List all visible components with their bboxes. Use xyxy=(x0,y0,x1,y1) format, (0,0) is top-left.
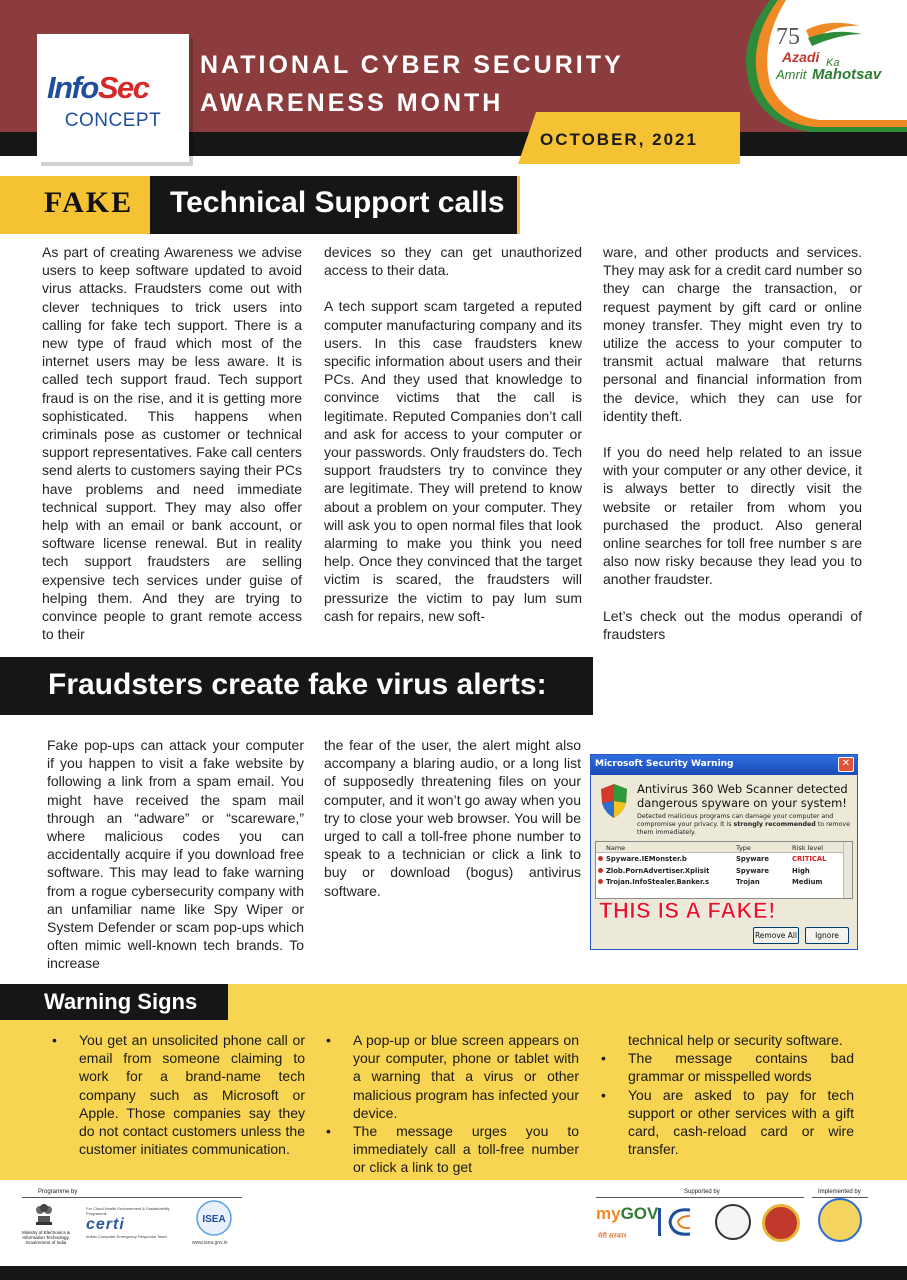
infosec-logo xyxy=(37,34,189,162)
warning-item: • You get an unsolicited phone call or email from someone claiming to work for a brand-name tech company such as Microsoft or Apple. Those companies say they do not contact customers unless the customer initiates communication. xyxy=(52,1031,305,1158)
national-emblem-icon xyxy=(32,1200,56,1228)
article-column-3 xyxy=(603,243,862,661)
ic-logo xyxy=(656,1202,706,1242)
fake-tag: FAKE xyxy=(44,186,134,219)
svg-text:Azadi: Azadi xyxy=(782,49,820,65)
article-column-1 xyxy=(47,736,304,991)
footer-divider xyxy=(22,1197,242,1198)
paragraph: If you do need help related to an issue with your computer or any other device, it is always better to directly visit the website or retailer from whom you purchased the product. Also general online searches for toll free number s are also now risky because they lead you to another fraudster. xyxy=(603,444,862,588)
paragraph: the fear of the user, the alert might also accompany a blaring audio, or a long list of supposedly threatening files on your computer, and it won’t go away when you try to close your web browser. You will be urged to call a toll-free phone number to speak to a technician or click a link to buy or download (bogus) antivirus software. xyxy=(324,737,581,899)
ministry-name: Ministry of Electronics & Information Technology, Government of India xyxy=(22,1230,71,1245)
logo-wordmark: InfoSec xyxy=(47,70,149,105)
close-icon: ✕ xyxy=(838,757,854,772)
isea-logo xyxy=(196,1200,232,1236)
threat-icon xyxy=(598,879,603,884)
table-row: Zlob.PornAdvertiser.Xplisit Spyware High xyxy=(596,865,852,877)
azadi-ka-amrit-mahotsav-logo xyxy=(730,0,907,132)
popup-titlebar: Microsoft Security Warning ✕ xyxy=(591,755,857,775)
table-row: Trojan.InfoStealer.Banker.s Trojan Medium xyxy=(596,876,852,888)
paragraph: Fake pop-ups can attack your computer if you happen to visit a fake website by following a link from a spam email. You might have received the spam mail through an “adware” or “scareware,” where malicious codes you can accidentally acquire if you download free software. This may lead to fake warning from a rogue cybersecurity company with an unfamiliar name like Spy Wiper or System Defender or scam pop-ups which often mimic well-known tech brands. To increase xyxy=(47,737,304,972)
warning-column-1 xyxy=(52,1031,305,1158)
paragraph: ware, and other products and services. They may ask for a credit card number so they can charge the transaction, or request payment by gift card or online money transfer. They might even try to utilize the access to your computer to transmit actual malware that returns personal and financial information from the device, which they can use for identity theft. xyxy=(603,244,862,424)
popup-description: Detected malicious programs can damage your computer and compromise your privacy. It is strongly recommended to remove them immediately. xyxy=(637,813,851,836)
implementing-agency-logo xyxy=(818,1198,862,1242)
police-logo xyxy=(762,1204,800,1242)
table-row: Spyware.IEMonster.b Spyware CRITICAL xyxy=(596,853,852,865)
table-header: Name Type Risk level xyxy=(596,842,852,853)
warning-item-continued: technical help or security software. xyxy=(628,1032,843,1048)
popup-scrollbar xyxy=(843,842,852,898)
ignore-button: Ignore xyxy=(805,927,849,944)
threat-icon xyxy=(598,856,603,861)
warning-column-2 xyxy=(326,1031,579,1177)
supported-label: Supported by xyxy=(684,1189,720,1195)
logo-subtitle: CONCEPT xyxy=(64,110,162,131)
svg-text:Amrit: Amrit xyxy=(776,67,807,82)
remove-all-button: Remove All xyxy=(753,927,799,944)
section-title: Fraudsters create fake virus alerts: xyxy=(48,668,547,701)
warning-item: • You are asked to pay for tech support or other services with a gift card, cash-reload card or wire transfer. xyxy=(601,1086,854,1159)
warning-column-3 xyxy=(601,1031,854,1158)
page-title: NATIONAL CYBER SECURITY AWARENESS MONTH xyxy=(200,51,624,117)
mygov-logo: myGOV xyxy=(596,1204,659,1223)
warning-item: • The message urges you to immediately call a toll-free number or click a link to get xyxy=(326,1122,579,1177)
paragraph: As part of creating Awareness we advise users to keep software updated to avoid virus attacks. Fraudsters come out with clever techniques to trick users into calling for fake tech support. There is a new type of fraud which most of the internet users may be less aware. It is called tech support fraud. Tech support fraud is on the rise, and it is getting more sophisticated. This happens when criminals pose as customer or technical support representatives. Fake call centers send alerts to customers saying their PCs have problems and need immediate technical support. They may also offer help with an email or bank account, or software license renewal. But in reality tech support fraudsters are selling expensive tech services under guise of helping them. And they are trying to convince people to grant remote access to their xyxy=(42,244,302,643)
svg-text:ISEA: ISEA xyxy=(202,1214,226,1225)
article-column-2 xyxy=(324,736,581,918)
section-title: Technical Support calls xyxy=(170,186,505,219)
paragraph: Let’s check out the modus operandi of fraudsters xyxy=(603,607,862,642)
date-text: OCTOBER, 2021 xyxy=(540,130,698,149)
isea-url: www.isea.gov.in xyxy=(192,1240,228,1246)
threat-icon xyxy=(598,868,603,873)
svg-text:Mahotsav: Mahotsav xyxy=(812,66,882,83)
cert-in-logo: For Cloud Health Endorsement & Sustainability Programme certi Indian Computer Emergency Response Team xyxy=(86,1206,186,1239)
svg-text:75: 75 xyxy=(776,24,800,50)
mygov-tagline: मेरी सरकार xyxy=(598,1233,627,1240)
footer-bar xyxy=(0,1266,907,1280)
paragraph: devices so they can get unauthorized access to their data. xyxy=(324,244,582,279)
implemented-label: Implemented by xyxy=(818,1189,861,1195)
warning-item: • The message contains bad grammar or misspelled words xyxy=(601,1049,854,1085)
footer-divider xyxy=(596,1197,804,1198)
shield-icon xyxy=(599,783,629,819)
article-column-2 xyxy=(324,243,582,643)
warning-signs-title: Warning Signs xyxy=(44,989,198,1014)
article-column-1 xyxy=(42,243,302,661)
threat-table xyxy=(595,841,853,899)
programme-label: Programme by xyxy=(38,1189,78,1195)
svg-text:Ka: Ka xyxy=(826,57,840,69)
popup-heading: Antivirus 360 Web Scanner detected dangerous spyware on your system! xyxy=(637,782,848,810)
paragraph: A tech support scam targeted a reputed computer manufacturing company and its users. In this case fraudsters knew specific information about users and their PCs. And they used that knowledge to convince victims that the call is legitimate. Reputed Companies don’t call and ask for access to your computer or your passwords. Only fraudsters do. Tech support fraudsters try to convince they are legitimate. They will pretend to know about a problem on your computer. They will ask you to open normal files that look alarming to make you think you need help. Once they convinced that the target victim is scared, the fraudsters will pressurize the victim to pay lum sum cash for repairs, new soft- xyxy=(324,298,582,624)
warning-item: • A pop-up or blue screen appears on your computer, phone or tablet with a warning that a virus or other malicious program has infected your device. xyxy=(326,1031,579,1122)
fake-stamp: THIS IS A FAKE! xyxy=(599,898,776,923)
cert-in-wordmark: certi xyxy=(86,1216,125,1233)
fake-security-popup-image xyxy=(590,754,858,950)
partner-logo xyxy=(715,1204,751,1240)
